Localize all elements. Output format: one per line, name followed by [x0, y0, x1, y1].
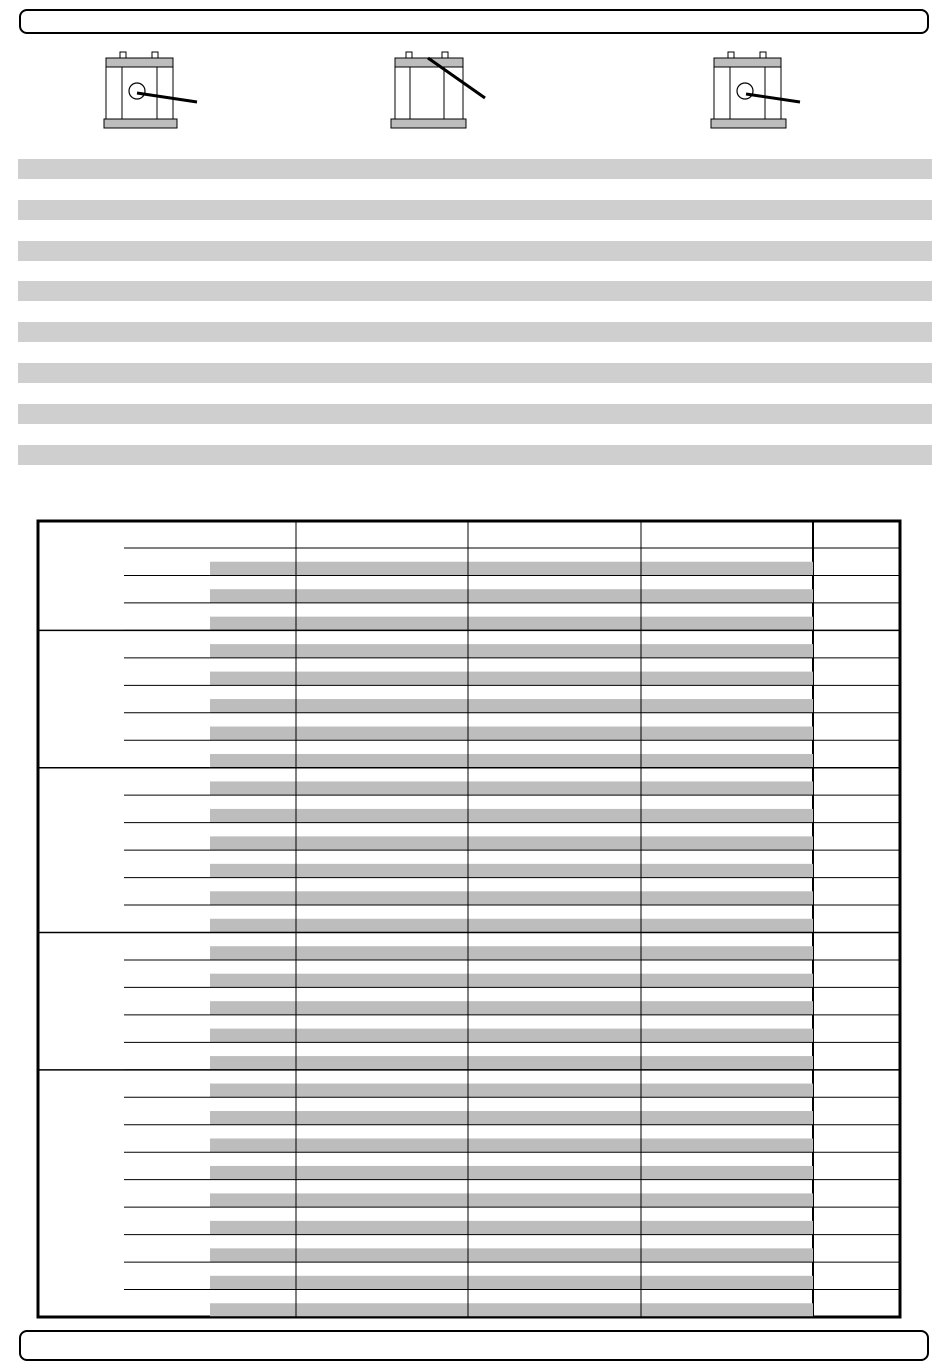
table-row-band	[210, 617, 813, 631]
table-row-band	[210, 836, 813, 850]
table-row-band	[210, 589, 813, 603]
info-stripe	[18, 281, 932, 301]
table-row-band	[210, 562, 813, 576]
table-row-band	[210, 1248, 813, 1262]
footer-bar	[19, 1330, 929, 1361]
table-row-band	[210, 1138, 813, 1152]
table-row-band	[210, 974, 813, 988]
table-row-band	[210, 781, 813, 795]
spec-table	[36, 519, 902, 1321]
table-row-band	[210, 699, 813, 713]
table-row-band	[210, 754, 813, 768]
transformer-side-view-icon	[708, 50, 808, 132]
table-row-band	[210, 891, 813, 905]
table-row-band	[210, 1303, 813, 1317]
table-row-band	[210, 1166, 813, 1180]
info-stripe	[18, 404, 932, 424]
transformer-front-view-icon	[388, 50, 498, 132]
table-row-band	[210, 727, 813, 741]
info-stripe	[18, 445, 932, 465]
header-bar	[19, 9, 929, 34]
info-stripe	[18, 363, 932, 383]
table-row-band	[210, 672, 813, 686]
table-row-band	[210, 1221, 813, 1235]
table-row-band	[210, 1029, 813, 1043]
table-row-band	[210, 809, 813, 823]
table-row-band	[210, 946, 813, 960]
info-stripe	[18, 241, 932, 261]
info-stripe	[18, 200, 932, 220]
table-row-band	[210, 1111, 813, 1125]
table-row-band	[210, 919, 813, 933]
table-row-band	[210, 1276, 813, 1290]
info-stripe	[18, 159, 932, 179]
table-row-band	[210, 1001, 813, 1015]
table-row-band	[210, 1193, 813, 1207]
table-row-band	[210, 1056, 813, 1070]
table-row-band	[210, 644, 813, 658]
info-stripe	[18, 322, 932, 342]
transformer-side-view-icon	[100, 50, 210, 132]
table-row-band	[210, 1084, 813, 1098]
table-row-band	[210, 864, 813, 878]
